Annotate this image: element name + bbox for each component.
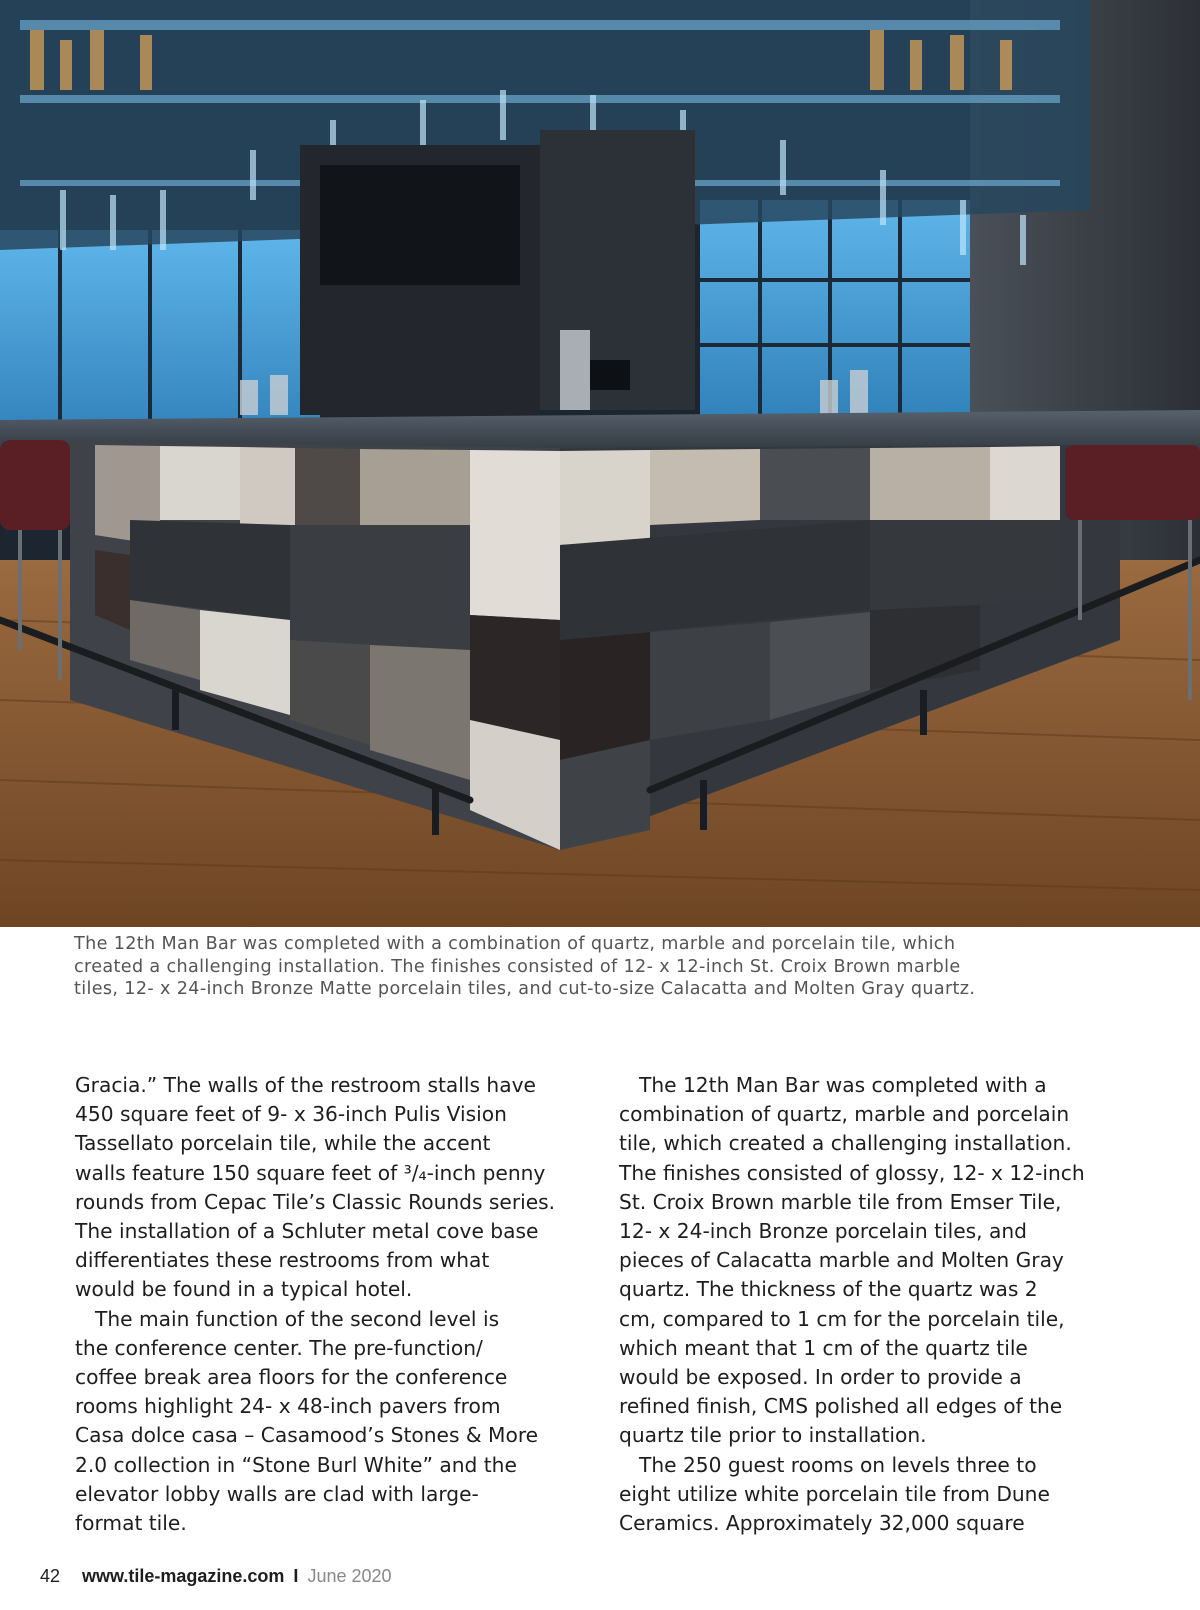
footer-separator: I xyxy=(293,1566,299,1586)
text-line: Gracia.” The walls of the restroom stalls have xyxy=(75,1073,536,1097)
page-number: 42 xyxy=(40,1566,61,1586)
text-line: 2.0 collection in “Stone Burl White” and the xyxy=(75,1452,517,1477)
paragraph-start-line: The 250 guest rooms on levels three to xyxy=(639,1452,1037,1477)
body-column-left xyxy=(75,1071,595,1538)
text-line: would be exposed. In order to provide a xyxy=(619,1365,1022,1390)
text-line: pieces of Calacatta marble and Molten Gray xyxy=(619,1248,1064,1273)
page-footer xyxy=(40,1566,392,1587)
text-line: rounds from Cepac Tile’s Classic Rounds series. xyxy=(75,1189,556,1214)
text-line: quartz tile prior to installation. xyxy=(619,1423,927,1448)
text-line: would be found in a typical hotel. xyxy=(75,1277,413,1302)
text-line: cm, compared to 1 cm for the porcelain tile, xyxy=(619,1306,1065,1331)
caption-line: tiles, 12- x 24-inch Bronze Matte porcelain tiles, and cut-to-size Calacatta and Molten Gray quartz. xyxy=(74,979,976,999)
text-line: Ceramics. Approximately 32,000 square xyxy=(619,1511,1025,1536)
text-line: quartz. The thickness of the quartz was 2 xyxy=(619,1277,1038,1302)
text-line: refined finish, CMS polished all edges of the xyxy=(619,1394,1063,1419)
text-line: St. Croix Brown marble tile from Emser Tile, xyxy=(619,1189,1062,1214)
text-line: 450 square feet of 9- x 36-inch Pulis Vision xyxy=(75,1102,507,1127)
text-line: eight utilize white porcelain tile from Dune xyxy=(619,1481,1050,1506)
text-line: Casa dolce casa – Casamood’s Stones & More xyxy=(75,1423,539,1448)
paragraph-start-line: The main function of the second level is xyxy=(95,1306,500,1331)
paragraph-start-line: The 12th Man Bar was completed with a xyxy=(639,1073,1047,1097)
text-line: elevator lobby walls are clad with large- xyxy=(75,1481,479,1506)
photo-caption xyxy=(74,933,1134,1001)
text-line: the conference center. The pre-function/ xyxy=(75,1335,483,1360)
text-line: which meant that 1 cm of the quartz tile xyxy=(619,1335,1028,1360)
website-link[interactable]: www.tile-magazine.com xyxy=(82,1566,285,1586)
text-line: combination of quartz, marble and porcelain xyxy=(619,1102,1070,1127)
issue-date: June 2020 xyxy=(307,1566,392,1586)
text-line: differentiates these restrooms from what xyxy=(75,1248,490,1273)
text-line: 12- x 24-inch Bronze porcelain tiles, and xyxy=(619,1219,1027,1244)
text-line: format tile. xyxy=(75,1511,187,1536)
text-line: tile, which created a challenging installation. xyxy=(619,1131,1072,1156)
caption-line: created a challenging installation. The finishes consisted of 12- x 12-inch St. Croix Brown marble xyxy=(74,956,961,977)
caption-line: The 12th Man Bar was completed with a combination of quartz, marble and porcelain tile, which xyxy=(74,934,956,954)
text-line: Tassellato porcelain tile, while the accent xyxy=(75,1131,491,1156)
text-line: The finishes consisted of glossy, 12- x 12-inch xyxy=(619,1160,1085,1185)
text-line: walls feature 150 square feet of ³/₄-inch penny xyxy=(75,1160,546,1185)
body-column-right xyxy=(619,1071,1139,1538)
text-line: rooms highlight 24- x 48-inch pavers from xyxy=(75,1394,501,1419)
text-line: coffee break area floors for the conference xyxy=(75,1365,508,1390)
text-line: The installation of a Schluter metal cove base xyxy=(75,1219,539,1244)
